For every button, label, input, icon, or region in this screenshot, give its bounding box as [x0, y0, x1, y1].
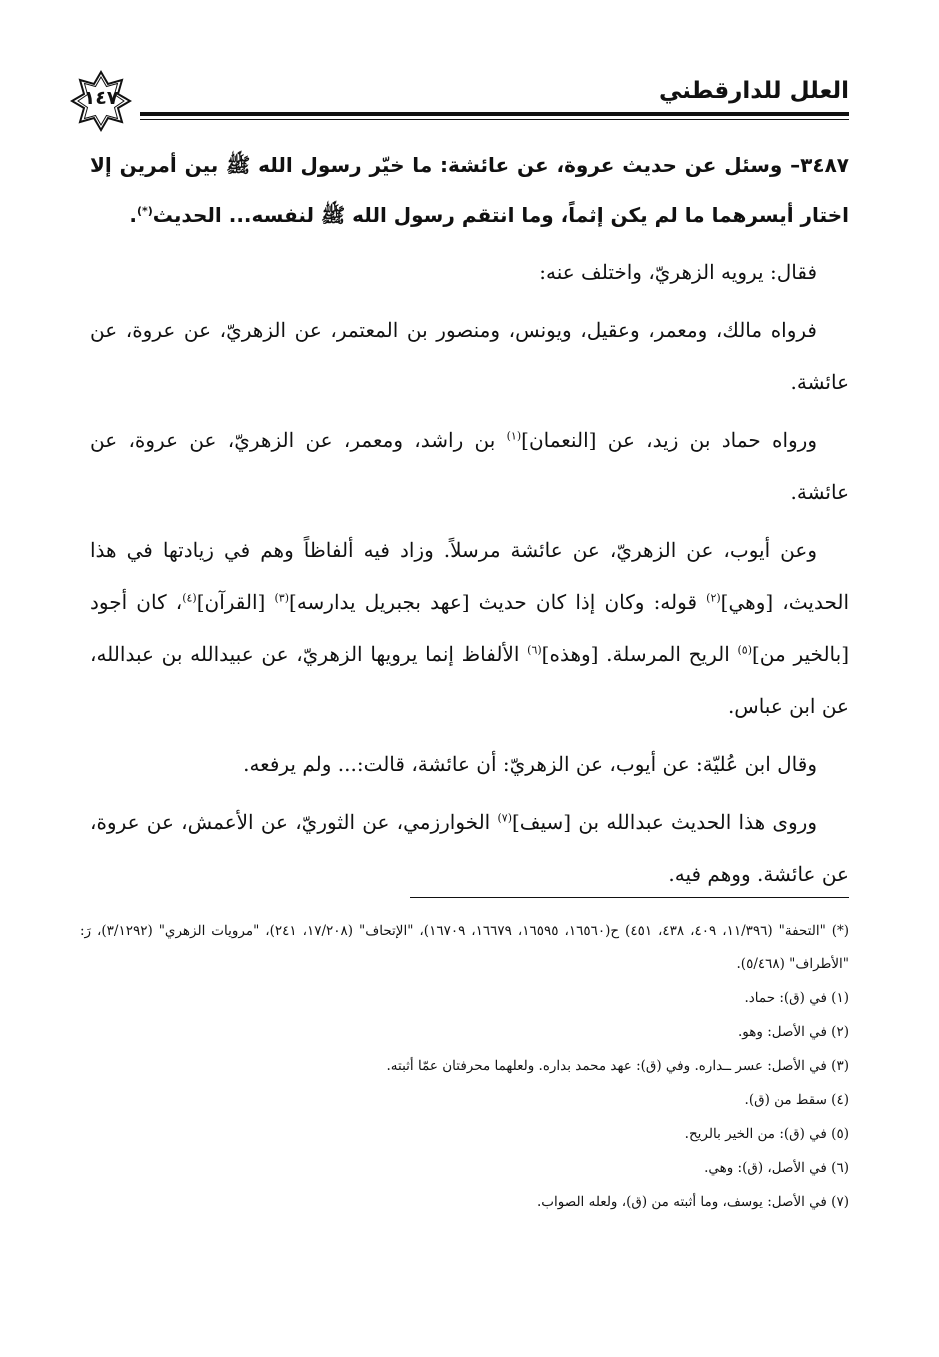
paragraph: فرواه مالك، ومعمر، وعقيل، ويونس، ومنصور بن المعتمر، عن الزهريّ، عن عروة، عن عائشة.: [90, 318, 849, 394]
header-rule: [140, 112, 849, 116]
footnote: (٧) في الأصل: يوسف، وما أثبته من (ق)، ولعله الصواب.: [537, 1194, 849, 1210]
paragraph-text: وروى هذا الحديث عبدالله بن [سيف]: [511, 810, 817, 834]
paragraph-text: ، كان أجود [بالخير من]: [90, 590, 849, 666]
footnote: (٥) في (ق): من الخير بالريح.: [684, 1126, 849, 1142]
footnote-ref: (٤): [182, 591, 197, 605]
footnote: (٤) سقط من (ق).: [744, 1092, 849, 1108]
footnote-ref: (١): [506, 429, 522, 443]
footnote: (٣) في الأصل: عسر ــداره. وفي (ق): عهد محمد بداره. ولعلهما محرفتان عمّا أثبته.: [386, 1058, 849, 1074]
paragraph: فقال: يرويه الزهريّ، واختلف عنه:: [539, 260, 817, 284]
page-number: ١٤٧: [83, 87, 119, 109]
footnote: (٦) في الأصل، (ق): وهي.: [704, 1160, 849, 1176]
footnote-ref-star: (*): [136, 204, 153, 218]
paragraph: [90, 524, 849, 732]
main-text: [90, 140, 849, 906]
footnote-ref: (٥): [737, 643, 752, 657]
footnote: (١) في (ق): حماد.: [744, 990, 849, 1006]
book-title: العلل للدارقطني: [659, 78, 849, 104]
footnote-ref: (٦): [527, 643, 542, 657]
footnote-separator: [410, 897, 849, 898]
footnote-ref: (٧): [497, 811, 512, 825]
paragraph-text: قوله: وكان إذا كان حديث [عهد بجبريل يدارسه]: [289, 590, 707, 614]
entry-number: ٣٤٨٧: [800, 153, 849, 177]
paragraph: [90, 796, 849, 900]
paragraph-text: الخوارزمي، عن الثوريّ، عن الأعمش، عن عروة، عن عائشة. ووهم فيه.: [90, 810, 849, 886]
paragraph-text: وعن أيوب، عن الزهريّ، عن عائشة مرسلاً. وزاد فيه ألفاظاً وهم في زيادتها في هذا الحديث، [وهي]: [90, 538, 850, 614]
paragraph-text: الريح المرسلة. [وهذه]: [541, 642, 738, 666]
footnote: (*) "التحفة" (١١/٣٩٦، ٤٠٩، ٤٣٨، ٤٥١) ح(١٦٥٦٠، ١٦٥٩٥، ١٦٦٧٩، ١٦٧٠٩)، "الإتحاف" (١٧/٢٠٨، ٢٤١)، "مرويات الزهري" (٣/١٢٩٢)، رَ: "الأطراف" (٥/٤٦٨).: [80, 923, 850, 972]
footnote: (٢) في الأصل: وهو.: [738, 1024, 849, 1040]
footnotes: [80, 915, 849, 1219]
footnote-ref: (٣): [274, 591, 290, 605]
paragraph-text: [القرآن]: [196, 590, 275, 614]
paragraph-text: بن راشد، ومعمر، عن الزهريّ، عن عروة، عن عائشة.: [90, 428, 849, 504]
entry-question-end: .: [129, 203, 137, 227]
footnote-ref: (٢): [706, 591, 721, 605]
entry-question-text: – وسئل عن حديث عروة، عن عائشة: ما خيّر رسول الله ﷺ بين أمرين إلا اختار أيسرهما ما لم يكن إثماً، وما انتقم رسول الله ﷺ لنفسه... الحديث: [90, 153, 849, 227]
paragraph: [90, 414, 849, 518]
paragraph: وقال ابن عُليّة: عن أيوب، عن الزهريّ: أن عائشة، قالت:... ولم يرفعه.: [243, 752, 817, 776]
header-rule-thin: [140, 119, 849, 120]
page-number-badge: [70, 70, 132, 132]
paragraph-text: الألفاظ إنما يرويها الزهريّ، عن عبيدالله بن عبدالله، عن ابن عباس.: [90, 642, 849, 718]
paragraph-text: ورواه حماد بن زيد، عن [النعمان]: [521, 428, 817, 452]
entry-question: [90, 140, 849, 240]
page-header: [70, 70, 849, 130]
